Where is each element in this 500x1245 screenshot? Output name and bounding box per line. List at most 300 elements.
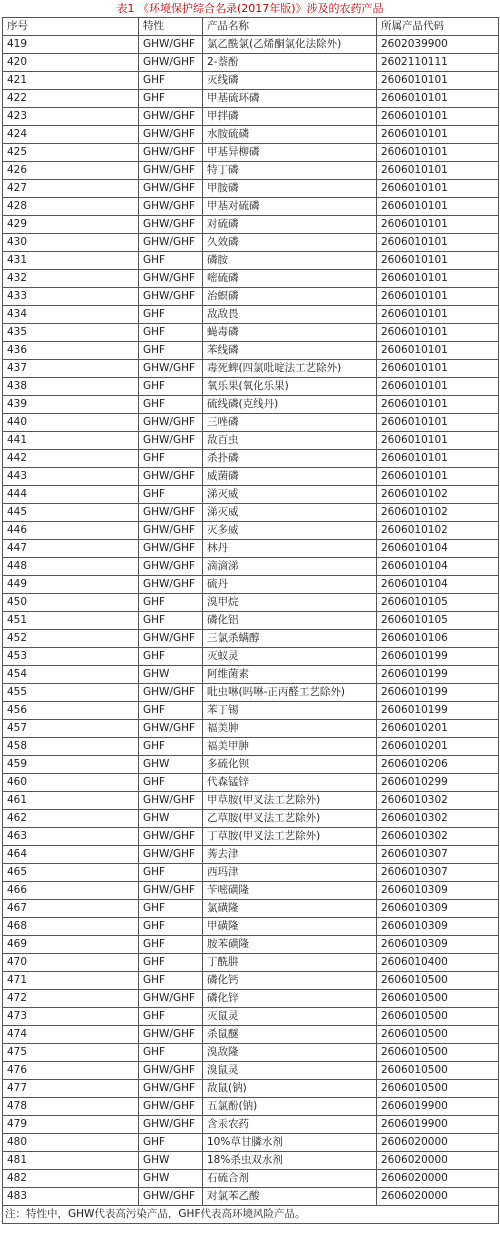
cell-product-name: 磷胺 — [203, 252, 377, 270]
cell-product-name: 苄嘧磺隆 — [203, 882, 377, 900]
cell-property: GHF — [139, 324, 203, 342]
cell-property: GHF — [139, 90, 203, 108]
cell-product-code: 2606010101 — [377, 468, 499, 486]
cell-index: 439 — [3, 396, 139, 414]
cell-product-code: 2606010101 — [377, 126, 499, 144]
cell-product-name: 甲基异柳磷 — [203, 144, 377, 162]
cell-product-name: 甲磺隆 — [203, 918, 377, 936]
cell-product-code: 2606010500 — [377, 1080, 499, 1098]
cell-product-code: 2606020000 — [377, 1134, 499, 1152]
table-row — [3, 1026, 499, 1044]
table-row — [3, 972, 499, 990]
cell-index: 448 — [3, 558, 139, 576]
cell-product-name: 治螟磷 — [203, 288, 377, 306]
cell-product-code: 2606010302 — [377, 792, 499, 810]
cell-property: GHW/GHF — [139, 270, 203, 288]
cell-product-name: 硫线磷(克线丹) — [203, 396, 377, 414]
cell-index: 458 — [3, 738, 139, 756]
table-row — [3, 540, 499, 558]
table-row — [3, 144, 499, 162]
cell-property: GHW/GHF — [139, 468, 203, 486]
cell-property: GHF — [139, 1008, 203, 1026]
cell-property: GHW/GHF — [139, 792, 203, 810]
cell-product-name: 福美甲胂 — [203, 738, 377, 756]
cell-product-code: 2606010400 — [377, 954, 499, 972]
cell-product-name: 敌鼠(钠) — [203, 1080, 377, 1098]
cell-index: 449 — [3, 576, 139, 594]
table-row — [3, 792, 499, 810]
cell-product-name: 磷化锌 — [203, 990, 377, 1008]
cell-product-name: 甲基硫环磷 — [203, 90, 377, 108]
cell-product-code: 2606010102 — [377, 504, 499, 522]
cell-product-code: 2606010101 — [377, 378, 499, 396]
header-property: 特性 — [139, 18, 203, 36]
cell-property: GHF — [139, 306, 203, 324]
cell-product-code: 2606010101 — [377, 198, 499, 216]
cell-product-name: 对硫磷 — [203, 216, 377, 234]
table-row — [3, 1008, 499, 1026]
table-row — [3, 630, 499, 648]
table-row — [3, 324, 499, 342]
table-row — [3, 396, 499, 414]
cell-property: GHF — [139, 648, 203, 666]
cell-property: GHF — [139, 396, 203, 414]
table-row — [3, 666, 499, 684]
cell-product-code: 2602039900 — [377, 36, 499, 54]
cell-product-code: 2606010101 — [377, 432, 499, 450]
table-row — [3, 1062, 499, 1080]
cell-property: GHF — [139, 1044, 203, 1062]
cell-product-code: 2606010500 — [377, 1026, 499, 1044]
cell-index: 480 — [3, 1134, 139, 1152]
cell-property: GHW/GHF — [139, 414, 203, 432]
cell-product-name: 对氯苯乙酸 — [203, 1188, 377, 1206]
cell-index: 476 — [3, 1062, 139, 1080]
cell-product-code: 2606010101 — [377, 414, 499, 432]
cell-product-code: 2606010309 — [377, 918, 499, 936]
cell-index: 419 — [3, 36, 139, 54]
table-row — [3, 72, 499, 90]
cell-product-name: 溴鼠灵 — [203, 1062, 377, 1080]
cell-product-code: 2606010101 — [377, 144, 499, 162]
cell-product-name: 三唑磷 — [203, 414, 377, 432]
table-row — [3, 594, 499, 612]
table-row — [3, 1152, 499, 1170]
cell-product-name: 氯磺隆 — [203, 900, 377, 918]
cell-product-name: 敌百虫 — [203, 432, 377, 450]
table-row — [3, 522, 499, 540]
cell-index: 483 — [3, 1188, 139, 1206]
cell-index: 443 — [3, 468, 139, 486]
cell-product-code: 2606020000 — [377, 1152, 499, 1170]
table-row — [3, 450, 499, 468]
cell-product-code: 2606010307 — [377, 846, 499, 864]
cell-product-code: 2606010101 — [377, 180, 499, 198]
cell-index: 425 — [3, 144, 139, 162]
cell-product-name: 蝇毒磷 — [203, 324, 377, 342]
cell-product-name: 林丹 — [203, 540, 377, 558]
table-row — [3, 936, 499, 954]
cell-product-code: 2606019900 — [377, 1116, 499, 1134]
cell-product-code: 2606010104 — [377, 558, 499, 576]
cell-property: GHW — [139, 1152, 203, 1170]
cell-product-name: 甲拌磷 — [203, 108, 377, 126]
cell-product-code: 2606020000 — [377, 1170, 499, 1188]
table-row — [3, 828, 499, 846]
cell-property: GHF — [139, 1134, 203, 1152]
cell-product-name: 石硫合剂 — [203, 1170, 377, 1188]
cell-product-code: 2606010101 — [377, 72, 499, 90]
cell-product-code: 2606010302 — [377, 828, 499, 846]
cell-property: GHW/GHF — [139, 1062, 203, 1080]
cell-index: 446 — [3, 522, 139, 540]
cell-product-code: 2606010101 — [377, 90, 499, 108]
cell-index: 481 — [3, 1152, 139, 1170]
table-row — [3, 486, 499, 504]
table-row — [3, 1098, 499, 1116]
cell-index: 472 — [3, 990, 139, 1008]
cell-product-name: 久效磷 — [203, 234, 377, 252]
cell-property: GHW/GHF — [139, 540, 203, 558]
cell-product-name: 杀扑磷 — [203, 450, 377, 468]
cell-index: 463 — [3, 828, 139, 846]
cell-property: GHW — [139, 756, 203, 774]
cell-product-name: 苯线磷 — [203, 342, 377, 360]
cell-product-name: 甲草胺(甲叉法工艺除外) — [203, 792, 377, 810]
cell-index: 478 — [3, 1098, 139, 1116]
cell-index: 441 — [3, 432, 139, 450]
table-row — [3, 234, 499, 252]
cell-product-code: 2606010102 — [377, 522, 499, 540]
cell-product-name: 敌敌畏 — [203, 306, 377, 324]
table-row — [3, 414, 499, 432]
cell-index: 420 — [3, 54, 139, 72]
cell-index: 427 — [3, 180, 139, 198]
cell-property: GHF — [139, 612, 203, 630]
cell-product-name: 灭线磷 — [203, 72, 377, 90]
cell-index: 471 — [3, 972, 139, 990]
table-row — [3, 504, 499, 522]
cell-product-code: 2606010101 — [377, 288, 499, 306]
table-row — [3, 270, 499, 288]
cell-property: GHW/GHF — [139, 216, 203, 234]
table-row — [3, 864, 499, 882]
cell-product-code: 2606010309 — [377, 900, 499, 918]
cell-product-code: 2606010299 — [377, 774, 499, 792]
cell-index: 464 — [3, 846, 139, 864]
cell-property: GHF — [139, 342, 203, 360]
cell-property: GHW — [139, 1170, 203, 1188]
cell-property: GHF — [139, 900, 203, 918]
cell-product-code: 2606020000 — [377, 1188, 499, 1206]
cell-index: 455 — [3, 684, 139, 702]
cell-product-name: 莠去津 — [203, 846, 377, 864]
cell-product-code: 2606010105 — [377, 594, 499, 612]
cell-index: 429 — [3, 216, 139, 234]
table-title: 表1 《环境保护综合名录(2017年版)》涉及的农药产品 — [116, 2, 384, 15]
note-row — [3, 1206, 499, 1224]
cell-property: GHW/GHF — [139, 54, 203, 72]
cell-index: 453 — [3, 648, 139, 666]
cell-property: GHW/GHF — [139, 144, 203, 162]
cell-product-code: 2606010500 — [377, 1008, 499, 1026]
cell-product-name: 胺苯磺隆 — [203, 936, 377, 954]
cell-product-code: 2606010101 — [377, 306, 499, 324]
table-row — [3, 684, 499, 702]
cell-property: GHW/GHF — [139, 432, 203, 450]
cell-property: GHW/GHF — [139, 630, 203, 648]
table-row — [3, 360, 499, 378]
cell-index: 450 — [3, 594, 139, 612]
cell-product-code: 2606010307 — [377, 864, 499, 882]
cell-property: GHF — [139, 702, 203, 720]
cell-product-code: 2606010101 — [377, 252, 499, 270]
table-row — [3, 378, 499, 396]
table-row — [3, 1116, 499, 1134]
cell-property: GHF — [139, 972, 203, 990]
cell-index: 444 — [3, 486, 139, 504]
cell-property: GHW/GHF — [139, 1116, 203, 1134]
cell-product-name: 灭蚁灵 — [203, 648, 377, 666]
cell-product-name: 氧乐果(氧化乐果) — [203, 378, 377, 396]
cell-index: 423 — [3, 108, 139, 126]
table-row — [3, 900, 499, 918]
table-row — [3, 1170, 499, 1188]
cell-property: GHW/GHF — [139, 288, 203, 306]
cell-product-name: 五氯酚(钠) — [203, 1098, 377, 1116]
table-row — [3, 576, 499, 594]
cell-index: 474 — [3, 1026, 139, 1044]
cell-product-name: 涕灭威 — [203, 504, 377, 522]
cell-product-code: 2606010199 — [377, 702, 499, 720]
table-row — [3, 90, 499, 108]
cell-product-code: 2606019900 — [377, 1098, 499, 1116]
cell-product-name: 阿维菌素 — [203, 666, 377, 684]
cell-property: GHW/GHF — [139, 1026, 203, 1044]
cell-product-code: 2606010101 — [377, 324, 499, 342]
cell-product-code: 2606010106 — [377, 630, 499, 648]
cell-product-name: 杀鼠醚 — [203, 1026, 377, 1044]
table-row — [3, 1080, 499, 1098]
cell-property: GHW/GHF — [139, 1188, 203, 1206]
cell-product-code: 2606010199 — [377, 684, 499, 702]
table-row — [3, 342, 499, 360]
cell-product-code: 2606010199 — [377, 666, 499, 684]
cell-index: 430 — [3, 234, 139, 252]
table-row — [3, 810, 499, 828]
cell-property: GHF — [139, 738, 203, 756]
cell-product-name: 磷化铝 — [203, 612, 377, 630]
cell-index: 434 — [3, 306, 139, 324]
cell-index: 460 — [3, 774, 139, 792]
table-row — [3, 846, 499, 864]
table-header-row — [3, 18, 499, 36]
cell-index: 475 — [3, 1044, 139, 1062]
header-index: 序号 — [3, 18, 139, 36]
cell-product-code: 2606010101 — [377, 108, 499, 126]
cell-product-name: 氯乙酰氯(乙烯酮氯化法除外) — [203, 36, 377, 54]
cell-product-code: 2606010206 — [377, 756, 499, 774]
cell-property: GHW/GHF — [139, 828, 203, 846]
cell-index: 477 — [3, 1080, 139, 1098]
cell-property: GHW/GHF — [139, 1098, 203, 1116]
cell-index: 482 — [3, 1170, 139, 1188]
cell-product-name: 特丁磷 — [203, 162, 377, 180]
cell-index: 422 — [3, 90, 139, 108]
cell-property: GHF — [139, 918, 203, 936]
table-row — [3, 990, 499, 1008]
cell-property: GHW/GHF — [139, 684, 203, 702]
cell-property: GHF — [139, 450, 203, 468]
cell-property: GHW/GHF — [139, 522, 203, 540]
pesticide-table — [2, 17, 499, 1224]
cell-product-code: 2606010102 — [377, 486, 499, 504]
table-row — [3, 720, 499, 738]
cell-product-name: 磷化钙 — [203, 972, 377, 990]
cell-product-name: 嘧硫磷 — [203, 270, 377, 288]
cell-product-name: 滴滴涕 — [203, 558, 377, 576]
cell-property: GHF — [139, 594, 203, 612]
cell-product-code: 2606010302 — [377, 810, 499, 828]
table-row — [3, 216, 499, 234]
cell-product-name: 乙草胺(甲叉法工艺除外) — [203, 810, 377, 828]
cell-index: 479 — [3, 1116, 139, 1134]
cell-product-name: 丁草胺(甲叉法工艺除外) — [203, 828, 377, 846]
cell-product-name: 2-萘酚 — [203, 54, 377, 72]
cell-index: 454 — [3, 666, 139, 684]
table-row — [3, 288, 499, 306]
cell-product-name: 苯丁锡 — [203, 702, 377, 720]
cell-index: 461 — [3, 792, 139, 810]
cell-property: GHW/GHF — [139, 846, 203, 864]
cell-product-code: 2606010201 — [377, 738, 499, 756]
cell-index: 431 — [3, 252, 139, 270]
cell-product-code: 2606010105 — [377, 612, 499, 630]
cell-product-code: 2606010309 — [377, 936, 499, 954]
cell-property: GHW/GHF — [139, 198, 203, 216]
cell-index: 473 — [3, 1008, 139, 1026]
table-row — [3, 126, 499, 144]
cell-index: 468 — [3, 918, 139, 936]
cell-product-code: 2606010309 — [377, 882, 499, 900]
cell-index: 424 — [3, 126, 139, 144]
cell-property: GHW/GHF — [139, 108, 203, 126]
cell-index: 428 — [3, 198, 139, 216]
table-row — [3, 468, 499, 486]
cell-product-code: 2606010104 — [377, 540, 499, 558]
cell-product-name: 溴敌隆 — [203, 1044, 377, 1062]
cell-product-code: 2606010101 — [377, 450, 499, 468]
cell-property: GHW/GHF — [139, 162, 203, 180]
table-row — [3, 432, 499, 450]
cell-index: 465 — [3, 864, 139, 882]
cell-index: 436 — [3, 342, 139, 360]
table-row — [3, 648, 499, 666]
cell-index: 421 — [3, 72, 139, 90]
cell-product-name: 甲胺磷 — [203, 180, 377, 198]
cell-property: GHF — [139, 954, 203, 972]
cell-product-code: 2606010500 — [377, 990, 499, 1008]
cell-property: GHW — [139, 666, 203, 684]
cell-product-code: 2606010500 — [377, 1044, 499, 1062]
table-row — [3, 738, 499, 756]
cell-product-name: 含汞农药 — [203, 1116, 377, 1134]
cell-property: GHW/GHF — [139, 360, 203, 378]
table-row — [3, 558, 499, 576]
cell-product-code: 2606010101 — [377, 396, 499, 414]
cell-property: GHW/GHF — [139, 126, 203, 144]
cell-property: GHF — [139, 774, 203, 792]
header-product-name: 产品名称 — [203, 18, 377, 36]
cell-product-name: 溴甲烷 — [203, 594, 377, 612]
cell-property: GHW/GHF — [139, 36, 203, 54]
cell-product-code: 2606010199 — [377, 648, 499, 666]
table-row — [3, 774, 499, 792]
cell-product-code: 2606010500 — [377, 972, 499, 990]
cell-product-code: 2606010104 — [377, 576, 499, 594]
table-row — [3, 1188, 499, 1206]
cell-index: 426 — [3, 162, 139, 180]
cell-index: 435 — [3, 324, 139, 342]
cell-product-name: 甲基对硫磷 — [203, 198, 377, 216]
table-row — [3, 162, 499, 180]
cell-product-code: 2606010500 — [377, 1062, 499, 1080]
header-product-code: 所属产品代码 — [377, 18, 499, 36]
cell-index: 467 — [3, 900, 139, 918]
cell-property: GHF — [139, 486, 203, 504]
table-row — [3, 180, 499, 198]
cell-product-name: 吡虫啉(吗啉-正丙醛工艺除外) — [203, 684, 377, 702]
table-note: 注：特性中，GHW代表高污染产品，GHF代表高环境风险产品。 — [3, 1206, 499, 1224]
cell-property: GHW/GHF — [139, 558, 203, 576]
table-row — [3, 756, 499, 774]
cell-index: 432 — [3, 270, 139, 288]
cell-index: 438 — [3, 378, 139, 396]
cell-product-name: 西玛津 — [203, 864, 377, 882]
cell-index: 437 — [3, 360, 139, 378]
cell-product-code: 2606010101 — [377, 342, 499, 360]
cell-product-name: 硫丹 — [203, 576, 377, 594]
cell-index: 456 — [3, 702, 139, 720]
cell-index: 457 — [3, 720, 139, 738]
cell-index: 451 — [3, 612, 139, 630]
table-row — [3, 54, 499, 72]
cell-property: GHF — [139, 378, 203, 396]
cell-product-name: 丁酰肼 — [203, 954, 377, 972]
cell-product-code: 2606010201 — [377, 720, 499, 738]
cell-product-code: 2602110111 — [377, 54, 499, 72]
cell-product-code: 2606010101 — [377, 216, 499, 234]
cell-property: GHW/GHF — [139, 504, 203, 522]
cell-index: 459 — [3, 756, 139, 774]
cell-product-name: 福美胂 — [203, 720, 377, 738]
cell-index: 447 — [3, 540, 139, 558]
cell-product-code: 2606010101 — [377, 234, 499, 252]
cell-product-name: 10%草甘膦水剂 — [203, 1134, 377, 1152]
table-row — [3, 252, 499, 270]
cell-property: GHF — [139, 252, 203, 270]
cell-product-name: 毒死蜱(四氯吡啶法工艺除外) — [203, 360, 377, 378]
table-row — [3, 954, 499, 972]
cell-index: 433 — [3, 288, 139, 306]
table-row — [3, 918, 499, 936]
table-row — [3, 198, 499, 216]
cell-index: 470 — [3, 954, 139, 972]
cell-product-name: 灭多威 — [203, 522, 377, 540]
table-body — [3, 36, 499, 1206]
cell-property: GHW/GHF — [139, 882, 203, 900]
cell-product-code: 2606010101 — [377, 162, 499, 180]
